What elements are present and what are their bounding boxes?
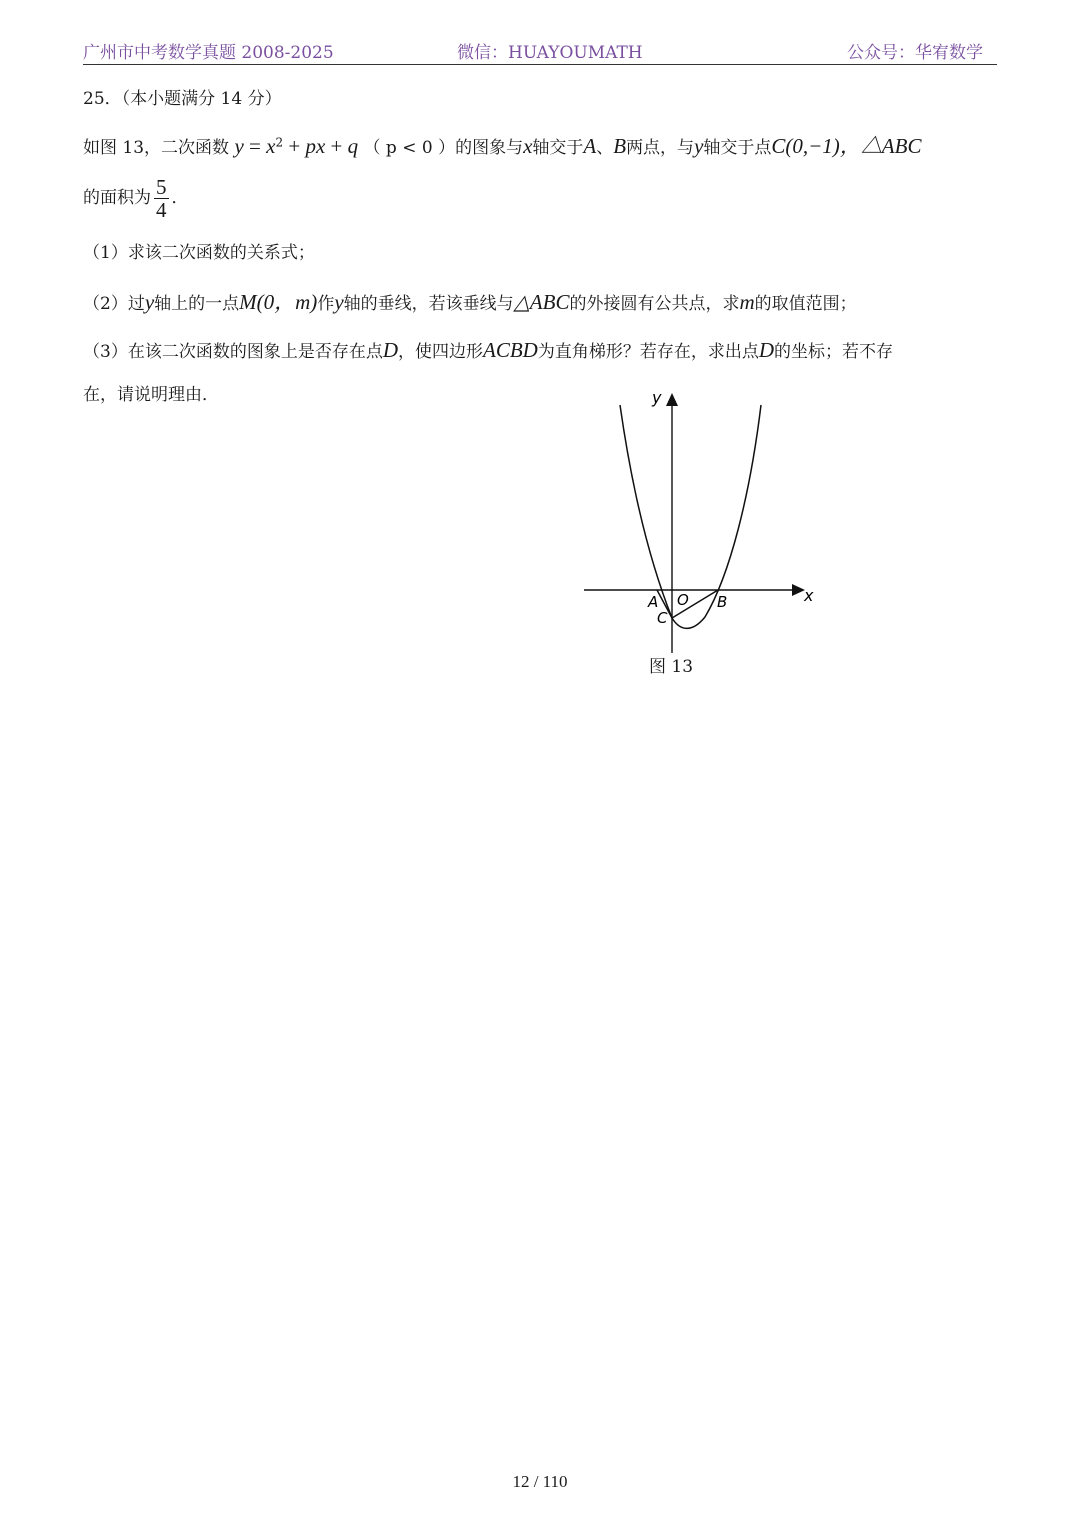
- stem-text-1: 如图 13，二次函数: [83, 138, 230, 158]
- parabola-curve: [620, 405, 761, 628]
- problem-stem-line2: 的面积为 $\frac{5}{4}$ ．: [83, 175, 189, 223]
- stem-condition: （ p < 0 ）的图象与: [363, 138, 524, 158]
- header-wechat: 微信：HUAYOUMATH: [457, 43, 643, 63]
- label-y: y: [652, 388, 662, 407]
- label-b: B: [717, 593, 728, 611]
- question-3: （3）在该二次函数的图象上是否存在点D，使四边形ACBD为直角梯形？若存在，求出点D的坐标；若不存: [83, 338, 893, 362]
- label-a: A: [648, 593, 659, 611]
- figure-caption: 图 13: [649, 657, 694, 677]
- point-m: M(0，m): [239, 290, 318, 314]
- page-number: 12 / 110: [512, 1472, 568, 1491]
- question-3-cont: 在，请说明理由．: [83, 385, 219, 405]
- triangle-abc: △ABC: [860, 134, 922, 158]
- label-c: C: [657, 609, 668, 627]
- problem-number: 25．（本小题满分 14 分）: [83, 89, 282, 109]
- y-axis-arrow: [666, 393, 678, 406]
- parabola-figure: [580, 385, 820, 655]
- question-2: （2）过y轴上的一点M(0，m)作y轴的垂线，若该垂线与△ABC的外接圆有公共点，求m的取值范围；: [83, 290, 857, 314]
- label-o: O: [677, 591, 689, 609]
- function-formula: y: [234, 134, 244, 158]
- question-1: （1）求该二次函数的关系式；: [83, 243, 315, 263]
- page-header: [83, 36, 997, 65]
- header-title: 广州市中考数学真题 2008-2025: [83, 43, 334, 63]
- quadrilateral-acbd: ACBD: [483, 338, 538, 362]
- point-c: C(0,−1)，: [771, 134, 861, 158]
- problem-stem-line1: 如图 13，二次函数 $y = x^2$ + px + q （ p < 0 ）的图象与x轴交于A、B两点，与y轴交于点C(0,−1)，△ABC: [83, 134, 922, 158]
- area-fraction: $\frac{5}{4}$: [156, 175, 167, 223]
- header-account: 公众号：华宥数学: [847, 43, 983, 63]
- label-x: x: [804, 586, 814, 605]
